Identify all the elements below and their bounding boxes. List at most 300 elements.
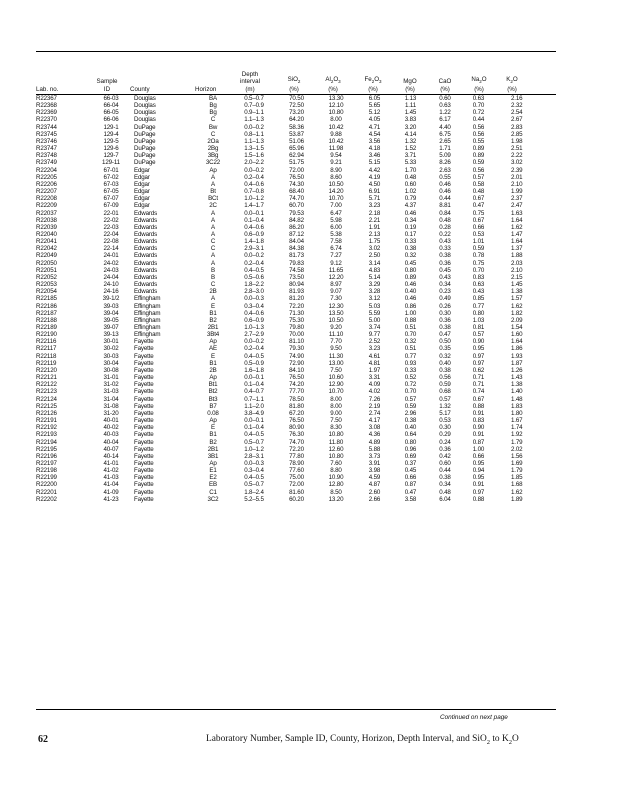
- table-row: [36, 431, 556, 438]
- cell-horizon: EB: [209, 481, 217, 489]
- cell-county: Fayette: [134, 359, 154, 367]
- cell-sio2: 74.20: [289, 381, 304, 389]
- cell-lab-no: R22039: [36, 223, 57, 231]
- cell-horizon: 3Bt4: [206, 331, 220, 339]
- cell-fe2o3: 3.23: [368, 202, 381, 210]
- cell-county: Effingham: [134, 331, 161, 339]
- cell-sample-id: 22-03: [103, 223, 119, 231]
- cell-fe2o3: 2.52: [368, 338, 381, 346]
- header-horizon: Horizon: [195, 85, 217, 93]
- cell-k2o: 2.22: [511, 152, 523, 160]
- table-row: [36, 116, 556, 123]
- cell-al2o3: 12.10: [328, 102, 344, 110]
- cell-k2o: 1.56: [511, 452, 523, 460]
- cell-horizon: E: [211, 424, 215, 432]
- cell-k2o: 3.02: [511, 159, 523, 167]
- header-al2o3: $Al_2O_3$ (%): [325, 76, 341, 93]
- cell-na2o: 0.81: [472, 324, 485, 331]
- cell-sample-id: 39-1/2: [102, 295, 120, 303]
- cell-mgo: 1.02: [404, 188, 417, 196]
- cell-na2o: 0.94: [472, 467, 485, 475]
- cell-cao: 0.30: [439, 309, 451, 317]
- cell-al2o3: 8.30: [330, 424, 342, 432]
- cell-sio2: 53.87: [289, 130, 304, 138]
- cell-horizon: C: [210, 281, 216, 289]
- cell-al2o3: 7.70: [330, 338, 342, 346]
- cell-depth-interval: 1.4–1.8: [244, 238, 264, 246]
- cell-county: Edwards: [134, 252, 158, 260]
- cell-al2o3: 12.20: [328, 273, 344, 281]
- cell-sio2: 84.38: [289, 245, 304, 253]
- cell-sio2: 77.70: [289, 388, 304, 396]
- cell-al2o3: 6.74: [330, 245, 342, 253]
- cell-fe2o3: 4.50: [368, 180, 381, 188]
- cell-county: Edgar: [134, 173, 150, 181]
- cell-na2o: 0.90: [472, 338, 485, 346]
- cell-sio2: 68.40: [289, 188, 304, 196]
- cell-county: Fayette: [134, 338, 154, 346]
- cell-sample-id: 24-04: [103, 273, 119, 281]
- cell-sio2: 84.04: [289, 238, 304, 246]
- cell-lab-no: R22191: [36, 417, 57, 425]
- cell-al2o3: 9.12: [330, 259, 342, 267]
- cell-mgo: 0.34: [404, 216, 417, 224]
- cell-horizon: 2Oa: [207, 137, 219, 145]
- cell-lab-no: R22197: [36, 459, 57, 467]
- cell-sio2: 81.10: [289, 338, 304, 346]
- table-row: [36, 467, 556, 474]
- cell-mgo: 0.52: [404, 374, 417, 382]
- cell-na2o: 1.03: [472, 316, 485, 324]
- cell-county: Edwards: [134, 266, 158, 274]
- table-row: [36, 274, 556, 281]
- cell-mgo: 0.70: [404, 388, 417, 396]
- cell-mgo: 0.46: [404, 209, 417, 217]
- cell-fe2o3: 1.75: [368, 238, 381, 246]
- header-county: County: [130, 85, 150, 93]
- page-caption: Laboratory Number, Sample ID, County, Horizon, Depth Interval, and SiO$_2$ to $K_2O$: [206, 734, 519, 746]
- cell-county: Edwards: [134, 259, 158, 267]
- cell-depth-interval: 0.3–0.4: [244, 302, 264, 310]
- cell-sample-id: 66-05: [103, 109, 119, 117]
- cell-horizon: 3C22: [205, 159, 221, 167]
- cell-na2o: 0.71: [472, 374, 485, 382]
- table-row: [36, 417, 556, 424]
- cell-depth-interval: 3.8–4.9: [244, 409, 264, 417]
- cell-sio2: 86.20: [289, 223, 304, 231]
- cell-cao: 0.45: [439, 266, 451, 274]
- cell-na2o: 0.95: [472, 345, 485, 353]
- cell-cao: 0.59: [439, 381, 451, 389]
- cell-lab-no: R23748: [36, 152, 57, 160]
- cell-sio2: 84.10: [289, 366, 304, 374]
- cell-mgo: 3.83: [404, 116, 417, 124]
- cell-mgo: 0.79: [404, 195, 417, 203]
- cell-al2o3: 6.47: [330, 209, 342, 217]
- cell-sample-id: 129-4: [103, 130, 119, 138]
- cell-depth-interval: 1.4–1.7: [244, 202, 264, 210]
- cell-sio2: 87.12: [289, 230, 304, 238]
- cell-k2o: 1.79: [511, 467, 523, 475]
- cell-sample-id: 31-08: [103, 402, 119, 410]
- cell-depth-interval: 5.2–5.5: [244, 495, 264, 503]
- cell-county: Fayette: [134, 467, 154, 475]
- cell-horizon: E: [211, 352, 215, 360]
- cell-sample-id: 67-09: [103, 202, 119, 210]
- cell-sio2: 73.20: [289, 109, 304, 117]
- cell-depth-interval: 0.0–0.2: [244, 166, 264, 174]
- cell-horizon: B2: [209, 316, 217, 324]
- cell-fe2o3: 3.02: [368, 245, 381, 253]
- cell-sio2: 81.20: [289, 295, 304, 303]
- cell-na2o: 0.88: [472, 495, 485, 503]
- cell-fe2o3: 4.71: [368, 123, 381, 131]
- cell-county: Edwards: [134, 223, 158, 231]
- table-row: [36, 388, 556, 395]
- cell-mgo: 0.46: [404, 295, 417, 303]
- cell-cao: 1.32: [439, 402, 451, 410]
- cell-cao: 0.55: [439, 173, 451, 181]
- cell-horizon: B1: [209, 431, 217, 439]
- cell-k2o: 1.54: [511, 324, 523, 331]
- cell-depth-interval: 0.4–0.6: [244, 309, 264, 317]
- cell-sio2: 62.94: [289, 152, 304, 160]
- cell-fe2o3: 2.50: [368, 252, 381, 260]
- cell-lab-no: R22121: [36, 374, 57, 382]
- cell-horizon: C: [210, 130, 216, 138]
- cell-sio2: 60.20: [289, 495, 304, 503]
- cell-sio2: 76.50: [289, 173, 304, 181]
- cell-fe2o3: 2.60: [368, 488, 381, 496]
- cell-k2o: 1.62: [511, 302, 523, 310]
- cell-sio2: 71.30: [289, 309, 304, 317]
- cell-mgo: 0.40: [404, 288, 417, 296]
- cell-lab-no: R23746: [36, 137, 57, 145]
- cell-mgo: 0.87: [404, 481, 417, 489]
- cell-cao: 0.38: [439, 366, 451, 374]
- cell-na2o: 0.80: [472, 309, 485, 317]
- cell-county: Fayette: [134, 417, 154, 425]
- table-row: [36, 381, 556, 388]
- cell-na2o: 0.62: [472, 366, 485, 374]
- cell-sio2: 75.00: [289, 474, 304, 482]
- cell-county: Edwards: [134, 216, 158, 224]
- cell-cao: 0.28: [439, 223, 451, 231]
- header-lab-no: Lab. no.: [36, 85, 59, 93]
- cell-lab-no: R22196: [36, 452, 57, 460]
- table-row: [36, 260, 556, 267]
- cell-al2o3: 9.88: [330, 130, 342, 138]
- cell-lab-no: R22125: [36, 402, 57, 410]
- cell-depth-interval: 1.0–1.2: [244, 195, 264, 203]
- cell-al2o3: 10.60: [328, 374, 344, 382]
- cell-fe2o3: 9.77: [368, 331, 381, 339]
- cell-mgo: 0.51: [404, 345, 417, 353]
- cell-fe2o3: 2.13: [368, 230, 381, 238]
- cell-na2o: 0.56: [472, 130, 485, 138]
- cell-depth-interval: 0.2–0.4: [244, 173, 264, 181]
- cell-sample-id: 67-01: [103, 166, 119, 174]
- cell-na2o: 0.44: [472, 116, 485, 124]
- table-row: [36, 310, 556, 317]
- cell-al2o3: 8.97: [330, 281, 342, 289]
- cell-county: Douglas: [134, 95, 156, 102]
- cell-sample-id: 24-16: [103, 288, 119, 296]
- cell-cao: 0.44: [439, 467, 451, 475]
- cell-lab-no: R22041: [36, 238, 57, 246]
- cell-na2o: 0.85: [472, 295, 485, 303]
- cell-mgo: 0.57: [404, 395, 417, 403]
- cell-mgo: 0.69: [404, 452, 417, 460]
- cell-sio2: 75.30: [289, 316, 304, 324]
- table-row: [36, 102, 556, 109]
- cell-k2o: 1.60: [511, 331, 523, 339]
- table-top-rule: [36, 51, 556, 52]
- cell-horizon: Bg: [209, 109, 217, 117]
- cell-county: Fayette: [134, 366, 154, 374]
- cell-cao: 2.65: [439, 137, 451, 145]
- cell-fe2o3: 4.54: [368, 130, 381, 138]
- cell-county: Edgar: [134, 166, 150, 174]
- cell-sample-id: 22-14: [103, 245, 119, 253]
- cell-horizon: 2B1: [207, 445, 219, 453]
- data-table-body: [36, 95, 556, 503]
- cell-horizon: B2: [209, 438, 217, 446]
- cell-na2o: 0.47: [472, 202, 485, 210]
- cell-sample-id: 129-7: [103, 152, 119, 160]
- page-number: 62: [38, 734, 48, 745]
- cell-sio2: 76.50: [289, 417, 304, 425]
- cell-fe2o3: 3.31: [368, 374, 381, 382]
- cell-horizon: C: [210, 245, 216, 253]
- cell-mgo: 1.00: [404, 309, 417, 317]
- cell-cao: 8.26: [439, 159, 451, 167]
- table-row: [36, 181, 556, 188]
- cell-al2o3: 12.90: [328, 381, 344, 389]
- cell-fe2o3: 5.59: [368, 309, 381, 317]
- cell-al2o3: 8.90: [330, 166, 342, 174]
- cell-fe2o3: 5.00: [368, 316, 381, 324]
- cell-sio2: 60.70: [289, 202, 304, 210]
- cell-sample-id: 41-09: [103, 488, 119, 496]
- cell-sample-id: 22-08: [103, 238, 119, 246]
- cell-k2o: 1.38: [511, 288, 523, 296]
- cell-depth-interval: 0.0–0.1: [244, 374, 264, 382]
- cell-k2o: 2.83: [511, 123, 523, 131]
- cell-cao: 0.32: [439, 352, 451, 360]
- table-row: [36, 288, 556, 295]
- cell-k2o: 1.64: [511, 238, 523, 246]
- cell-horizon: Bt1: [208, 381, 218, 389]
- cell-sample-id: 39-07: [103, 324, 119, 331]
- cell-sio2: 77.60: [289, 467, 304, 475]
- cell-sio2: 80.94: [289, 281, 304, 289]
- cell-na2o: 0.53: [472, 230, 485, 238]
- cell-horizon: Ap: [209, 459, 217, 467]
- cell-cao: 6.17: [439, 116, 451, 124]
- cell-depth-interval: 1.8–2.4: [244, 488, 264, 496]
- cell-lab-no: R22049: [36, 252, 57, 260]
- cell-mgo: 3.71: [404, 152, 417, 160]
- cell-sample-id: 67-07: [103, 195, 119, 203]
- cell-horizon: E1: [209, 467, 217, 475]
- cell-mgo: 0.33: [404, 238, 417, 246]
- cell-cao: 1.71: [439, 145, 451, 153]
- cell-horizon: BA: [209, 95, 217, 102]
- cell-horizon: A: [211, 209, 215, 217]
- cell-k2o: 1.82: [511, 309, 523, 317]
- cell-lab-no: R22367: [36, 95, 57, 102]
- cell-lab-no: R22192: [36, 424, 57, 432]
- cell-depth-interval: 0.1–0.4: [244, 381, 264, 389]
- cell-mgo: 3.58: [404, 495, 417, 503]
- cell-depth-interval: 0.2–0.4: [244, 345, 264, 353]
- cell-al2o3: 9.21: [330, 159, 342, 167]
- cell-k2o: 2.10: [511, 180, 523, 188]
- cell-horizon: A: [211, 259, 215, 267]
- cell-sio2: 78.90: [289, 459, 304, 467]
- cell-depth-interval: 2.0–2.2: [244, 159, 264, 167]
- cell-al2o3: 13.30: [328, 95, 344, 102]
- cell-al2o3: 10.42: [328, 137, 344, 145]
- cell-k2o: 2.15: [511, 273, 523, 281]
- cell-mgo: 0.77: [404, 352, 417, 360]
- cell-cao: 0.22: [439, 230, 451, 238]
- cell-fe2o3: 4.87: [368, 481, 381, 489]
- cell-al2o3: 10.80: [328, 109, 344, 117]
- table-bottom-rule: [36, 709, 556, 710]
- cell-cao: 0.34: [439, 481, 451, 489]
- cell-k2o: 1.62: [511, 488, 523, 496]
- cell-cao: 0.49: [439, 295, 451, 303]
- cell-k2o: 1.67: [511, 417, 523, 425]
- cell-fe2o3: 4.09: [368, 381, 381, 389]
- cell-cao: 0.26: [439, 302, 451, 310]
- cell-sample-id: 30-04: [103, 359, 119, 367]
- cell-al2o3: 7.60: [330, 459, 342, 467]
- cell-sample-id: 31-01: [103, 374, 119, 382]
- cell-k2o: 2.10: [511, 266, 523, 274]
- cell-county: DuPage: [134, 123, 156, 131]
- cell-sio2: 74.58: [289, 266, 304, 274]
- table-row: [36, 252, 556, 259]
- table-row: [36, 124, 556, 131]
- cell-k2o: 1.45: [511, 281, 523, 289]
- data-table: [36, 95, 556, 503]
- cell-sample-id: 39-13: [103, 331, 119, 339]
- cell-k2o: 1.83: [511, 402, 523, 410]
- cell-county: Fayette: [134, 481, 154, 489]
- cell-sio2: 81.60: [289, 488, 304, 496]
- cell-al2o3: 11.30: [328, 352, 344, 360]
- cell-cao: 0.60: [439, 459, 451, 467]
- cell-fe2o3: 4.02: [368, 388, 381, 396]
- cell-sample-id: 40-07: [103, 445, 119, 453]
- cell-county: Fayette: [134, 459, 154, 467]
- cell-depth-interval: 1.3–1.5: [244, 145, 264, 153]
- cell-sample-id: 31-04: [103, 395, 119, 403]
- table-row: [36, 238, 556, 245]
- cell-cao: 6.04: [439, 495, 451, 503]
- cell-mgo: 0.72: [404, 381, 417, 389]
- cell-lab-no: R22194: [36, 438, 57, 446]
- cell-al2o3: 12.80: [328, 481, 344, 489]
- table-row: [36, 167, 556, 174]
- cell-mgo: 0.46: [404, 281, 417, 289]
- cell-county: Edgar: [134, 195, 150, 203]
- cell-k2o: 1.64: [511, 216, 523, 224]
- header-k2o: $K_2O$ (%): [506, 76, 518, 93]
- cell-mgo: 0.48: [404, 173, 417, 181]
- cell-mgo: 1.11: [405, 102, 416, 110]
- cell-depth-interval: 1.1–1.3: [244, 116, 264, 124]
- cell-sample-id: 39-05: [103, 316, 119, 324]
- cell-county: Fayette: [134, 452, 154, 460]
- cell-al2o3: 7.50: [330, 366, 342, 374]
- cell-k2o: 1.62: [511, 223, 523, 231]
- cell-mgo: 0.80: [404, 266, 417, 274]
- table-row: [36, 324, 556, 331]
- cell-na2o: 0.89: [472, 152, 485, 160]
- cell-horizon: A: [211, 295, 215, 303]
- table-row: [36, 152, 556, 159]
- cell-depth-interval: 0.4–0.6: [244, 180, 264, 188]
- cell-sio2: 51.75: [289, 159, 304, 167]
- cell-sio2: 74.30: [289, 180, 304, 188]
- cell-fe2o3: 4.81: [368, 359, 381, 367]
- cell-fe2o3: 4.19: [368, 173, 381, 181]
- cell-k2o: 2.51: [511, 145, 523, 153]
- cell-sio2: 72.00: [289, 166, 304, 174]
- cell-na2o: 0.43: [472, 288, 485, 296]
- cell-fe2o3: 3.29: [368, 281, 381, 289]
- cell-sio2: 79.30: [289, 345, 304, 353]
- cell-depth-interval: 0.4–0.5: [244, 431, 264, 439]
- cell-sample-id: 66-04: [103, 102, 119, 110]
- cell-al2o3: 7.00: [330, 202, 342, 210]
- cell-sio2: 84.82: [289, 216, 304, 224]
- table-row: [36, 95, 556, 102]
- cell-al2o3: 12.30: [328, 302, 344, 310]
- cell-lab-no: R22052: [36, 273, 57, 281]
- cell-sample-id: 129-5: [103, 137, 119, 145]
- cell-fe2o3: 5.71: [368, 195, 381, 203]
- cell-na2o: 0.48: [472, 188, 485, 196]
- cell-depth-interval: 2.9–3.1: [244, 245, 264, 253]
- cell-al2o3: 10.80: [328, 431, 344, 439]
- cell-lab-no: R22051: [36, 266, 57, 274]
- header-depth-interval: Depth interval (m): [240, 71, 260, 93]
- cell-na2o: 1.01: [472, 238, 485, 246]
- cell-county: Fayette: [134, 402, 154, 410]
- cell-county: Edwards: [134, 281, 158, 289]
- cell-fe2o3: 1.97: [368, 366, 381, 374]
- cell-fe2o3: 4.36: [368, 431, 381, 439]
- cell-fe2o3: 2.66: [368, 495, 381, 503]
- cell-fe2o3: 6.05: [368, 95, 381, 102]
- cell-horizon: 2B: [209, 366, 217, 374]
- table-row: [36, 224, 556, 231]
- cell-depth-interval: 0.4–0.5: [244, 352, 264, 360]
- cell-county: Fayette: [134, 409, 154, 417]
- header-fe2o3: $Fe_2O_3$ (%): [364, 76, 382, 93]
- table-row: [36, 424, 556, 431]
- cell-na2o: 0.57: [472, 173, 485, 181]
- cell-horizon: B1: [209, 309, 217, 317]
- cell-sample-id: 31-03: [103, 388, 119, 396]
- cell-sio2: 72.90: [289, 359, 304, 367]
- cell-depth-interval: 0.0–0.3: [244, 459, 264, 467]
